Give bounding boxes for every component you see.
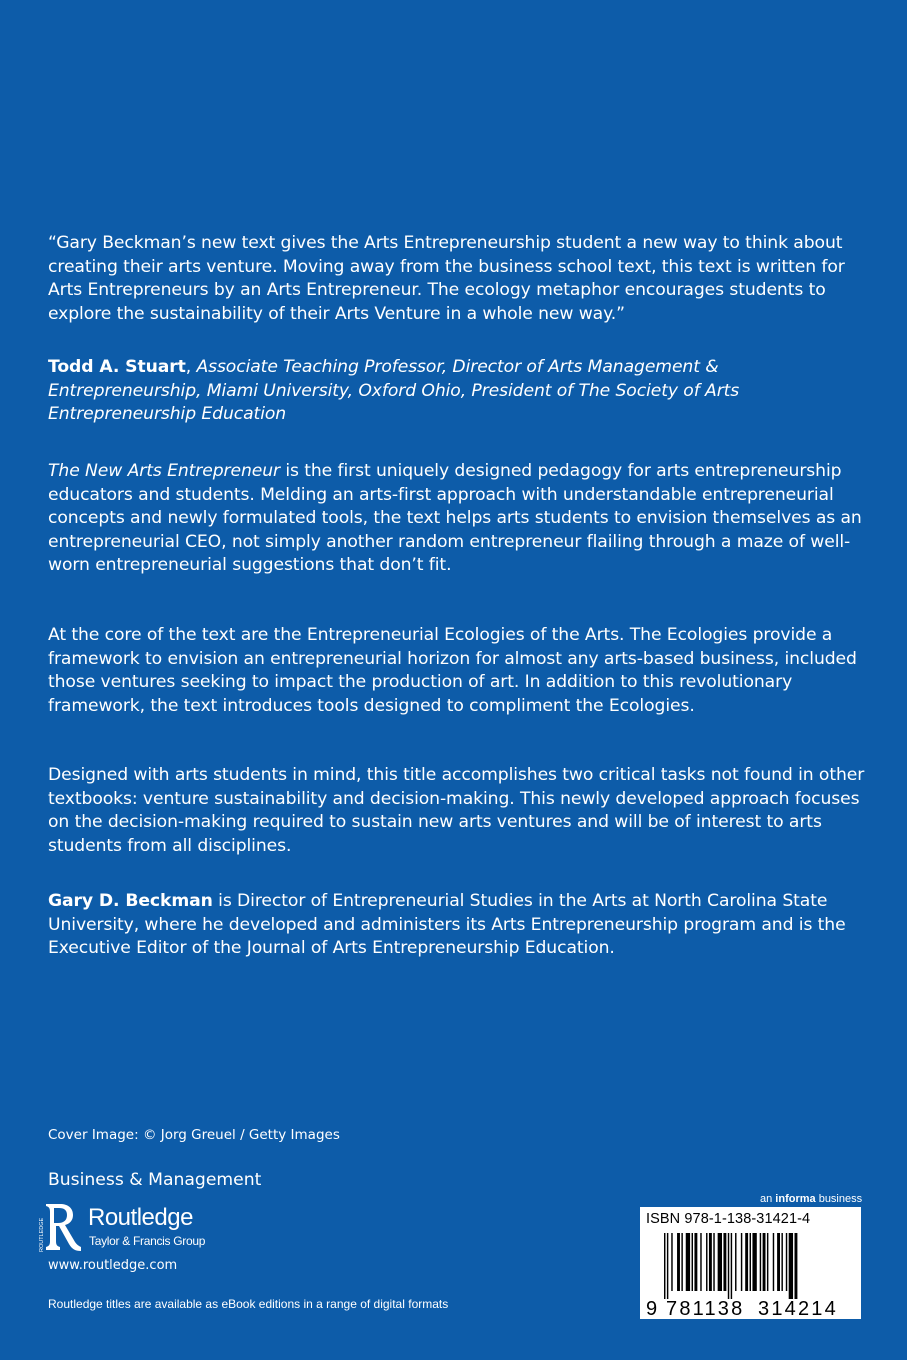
barcode-bar [773,1233,774,1291]
routledge-logo-icon [40,1202,82,1254]
barcode-bar [692,1233,693,1291]
barcode-bar [781,1233,782,1291]
publisher-website: www.routledge.com [48,1258,178,1273]
description-paragraph-1 [48,460,866,578]
routledge-logo [40,1202,240,1254]
barcode-bar [671,1233,672,1291]
barcode-bar [789,1233,793,1299]
barcode-bar [750,1233,751,1291]
description-paragraph-3 [48,764,866,858]
barcode-bar [745,1233,748,1291]
barcode-bar [706,1233,707,1291]
barcode-bar [728,1233,729,1299]
quote-attribution [48,356,866,427]
barcode-bar [681,1233,682,1291]
barcode-bar [786,1233,787,1291]
barcode-bar [694,1233,697,1291]
publisher-name: Routledge [88,1204,193,1231]
informa-tagline: an informa business [760,1193,863,1205]
barcode-bar [664,1233,665,1299]
description-paragraph-2-text: At the core of the text are the Entrepreneurial Ecologies of the Arts. The Ecologies provide a framework to envision an entrepreneurial horizon for almost any arts-based business, included those ventures seeking to impact the production of art. In addition to this revolutionary framework, the text introduces tools designed to compliment the Ecologies. [48,625,857,716]
publisher-group: Taylor & Francis Group [89,1234,206,1248]
barcode-bar [677,1233,680,1291]
isbn-barcode [640,1207,861,1319]
barcode-bar [752,1233,756,1291]
barcode-bar [741,1233,742,1291]
author-bio [48,890,866,961]
author-name: Gary D. Beckman [48,891,213,911]
barcode-bar [763,1233,766,1291]
cover-image-credit: Cover Image: © Jorg Greuel / Getty Images [48,1127,340,1143]
barcode-bar [700,1233,701,1291]
attribution-separator: , [185,357,197,377]
informa-brand: informa [775,1193,816,1205]
description-paragraph-3-text: Designed with arts students in mind, this title accomplishes two critical tasks not found in other textbooks: venture sustainability and decision-making. This newly developed approach focuses on the decision-making required to sustain new arts ventures and will be of interest to arts students from all disciplines. [48,765,865,856]
ebook-note: Routledge titles are available as eBook editions in a range of digital formats [48,1297,449,1311]
barcode-bar [731,1233,732,1299]
barcode-left-digits: 781138 [666,1298,745,1320]
isbn-label: ISBN 978-1-138-31421-4 [646,1211,811,1227]
barcode-bar [795,1233,798,1299]
quote-author-title: Associate Teaching Professor, Director of Arts Management & Entrepreneurship, Miami University, Oxford Ohio, President of The Society of Arts Entrepreneurship Education [48,357,740,425]
book-title: The New Arts Entrepreneur [48,461,280,481]
author-bio-text: is Director of Entrepreneurial Studies in the Arts at North Carolina State University, where he developed and administers its Arts Entrepreneurship program and is the Executive Editor of the Journal of Arts Entrepreneurship Education. [48,891,846,959]
quote-author: Todd A. Stuart [48,357,186,377]
barcode-bar [760,1233,761,1291]
barcode-graphic [640,1229,861,1319]
barcode-bar [735,1233,736,1291]
endorsement-quote [48,232,866,326]
description-paragraph-1-text: is the first uniquely designed pedagogy for arts entrepreneurship educators and students. Melding an arts-first approach with understandable entrepreneurial concepts and newly formulated tools, the text helps arts students to envision themselves as an entrepreneurial CEO, not simply another random entrepreneur flailing through a maze of well-worn entrepreneurial suggestions that don’t fit. [48,461,862,576]
barcode-bar [667,1233,668,1299]
routledge-vertical-text: ROUTLEDGE [39,1217,45,1252]
subject-category: Business & Management [48,1170,262,1190]
barcode-right-digits: 314214 [758,1298,838,1320]
barcode-bar [718,1233,722,1291]
barcode-bar [713,1233,714,1291]
barcode-bar [709,1233,712,1291]
barcode-bar [767,1233,768,1291]
barcode-bar [686,1233,690,1291]
barcode-bar [777,1233,780,1291]
barcode-bar [723,1233,726,1291]
description-paragraph-2 [48,624,866,718]
quote-text: “Gary Beckman’s new text gives the Arts Entrepreneurship student a new way to think about creating their arts venture. Moving away from the business school text, this text is written for Arts Entrepreneurs by an Arts Entrepreneur. The ecology metaphor encourages students to explore the sustainability of their Arts Venture in a whole new way.” [48,233,845,324]
barcode-lead-digit: 9 [646,1298,658,1320]
